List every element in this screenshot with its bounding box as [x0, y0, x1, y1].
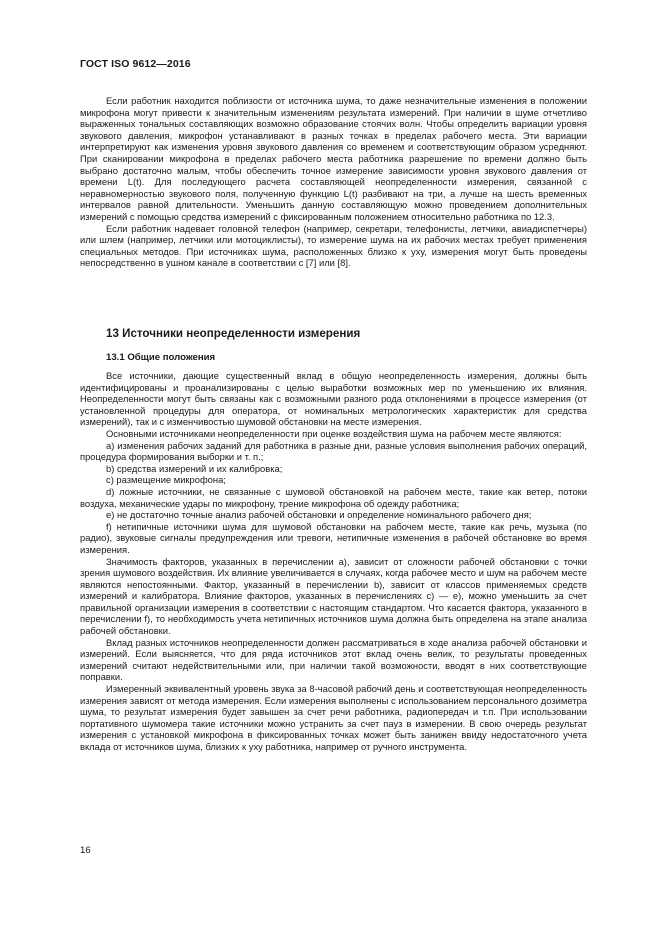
paragraph: Если работник находится поблизости от источника шума, то даже незначительные изменения в положении микрофона могут привести к значительным изменениям результата измерений. При наличии в шуме отчетливо выраженных тональных составляющих возможно образование стоячих волн. Чтобы определить вариации уровня звукового давления, микрофон устанавливают в разных точках в пределах рабочего места. Эти вариации интерпретируют как изменения уровня звукового давления со временем и соответствующим образом усредняют. При сканировании микрофона в пределах рабочего места работника разрешение по времени должно быть выбрано достаточно малым, чтобы обеспечить точное измерение зависимости уровня звукового давления от времени L(t). Для последующего расчета составляющей неопределенности измерения, связанной с неравномерностью звукового поля, полученную функцию L(t) разбивают на три, а лучше на шесть временных интервалов равной длительности. Уменьшить данную составляющую можно проведением дополнительных измерений с помощью средства измерений с фиксированным положением относительно работника по 12.3.	[80, 95, 588, 222]
list-item: f) нетипичные источники шума для шумовой обстановки на рабочем месте, такие как речь, музыка (по радио), звуковые сигналы предупреждения или тревоги, нетипичные изменения в рабочей обстановке во время измерения.	[80, 520, 587, 555]
page-number: 16	[80, 845, 91, 856]
list-item: a) изменения рабочих заданий для работника в разные дни, разные условия выполнения рабочих операций, процедура формирования выборки и т. п.;	[80, 439, 587, 463]
paragraph: Все источники, дающие существенный вклад в общую неопределенность измерения, должны быть идентифицированы и проанализированы с целью выработки возможных мер по уменьшению их влияния. Неопределенности могут быть связаны как с возможными разного рода отклонениями в процессе измерения (от установленной процедуры для оператора, от номинальных метрологических характеристик для средства измерений), так и с изменчивостью шумовой обстановки на месте измерения.	[80, 370, 587, 428]
paragraph: Значимость факторов, указанных в перечислении a), зависит от сложности рабочей обстановки с точки зрения шумового воздействия. Их влияние увеличивается в случаях, когда рабочее место и шум на рабочем месте являются непостоянными. Фактор, указанный в перечислении b), зависит от классов применяемых средств измерений и калибратора. Влияние факторов, указанных в перечислениях c) — e), можно уменьшить за счет правильной организации измерения в соответствии с настоящим стандартом. Что касается фактора, указанного в перечислении f), то необходимость учета нетипичных источников шума должна быть определена на этапе анализа рабочей обстановки.	[80, 555, 587, 637]
list-item: b) средства измерений и их калибровка;	[106, 462, 283, 474]
section-12-tail	[80, 95, 587, 269]
section-heading: 13 Источники неопределенности измерения	[106, 327, 361, 340]
list-item: e) не достаточно точные анализ рабочей обстановки и определение номинального рабочего дня;	[106, 509, 532, 521]
section-13-1-body	[80, 370, 587, 753]
document-code: ГОСТ ISO 9612—2016	[80, 58, 191, 70]
list-item: c) размещение микрофона;	[106, 474, 226, 486]
paragraph: Если работник надевает головной телефон (например, секретари, телефонисты, летчики, авиадиспетчеры) или шлем (например, летчики или мотоциклисты), то измерение шума на их рабочих местах требует применения специальных методов. При источниках шума, расположенных близко к уху, измерения могут быть проведены непосредственно в ушном канале в соответствии с [7] или [8].	[80, 222, 587, 269]
paragraph: Основными источниками неопределенности при оценке воздействия шума на рабочем месте являются:	[106, 427, 562, 439]
paragraph: Вклад разных источников неопределенности должен рассматриваться в ходе анализа рабочей обстановки и измерений. Если выясняется, что для ряда источников этот вклад очень велик, то результаты проведенных измерений считают недействительными или, при наличии такой возможности, вводят в них соответствующие поправки.	[80, 636, 587, 683]
paragraph: Измеренный эквивалентный уровень звука за 8-часовой рабочий день и соответствующая неопределенность измерения зависят от метода измерения. Если измерения выполнены с использованием персонального дозиметра шума, то результат измерения будет завышен за счет речи работника, радиопередач и т.п. При использовании портативного шумомера такие источники можно устранить за счет пауз в измерении. В свою очередь результат измерения с установкой микрофона в фиксированных точках может быть занижен ввиду недостаточного учета вклада от источников шума, близких к уху работника, например от ручного инструмента.	[80, 683, 587, 752]
list-item: d) ложные источники, не связанные с шумовой обстановкой на рабочем месте, такие как ветер, потоки воздуха, механические удары по микрофону, трение микрофона об одежду работника;	[80, 485, 587, 509]
subsection-heading: 13.1 Общие положения	[106, 352, 216, 363]
